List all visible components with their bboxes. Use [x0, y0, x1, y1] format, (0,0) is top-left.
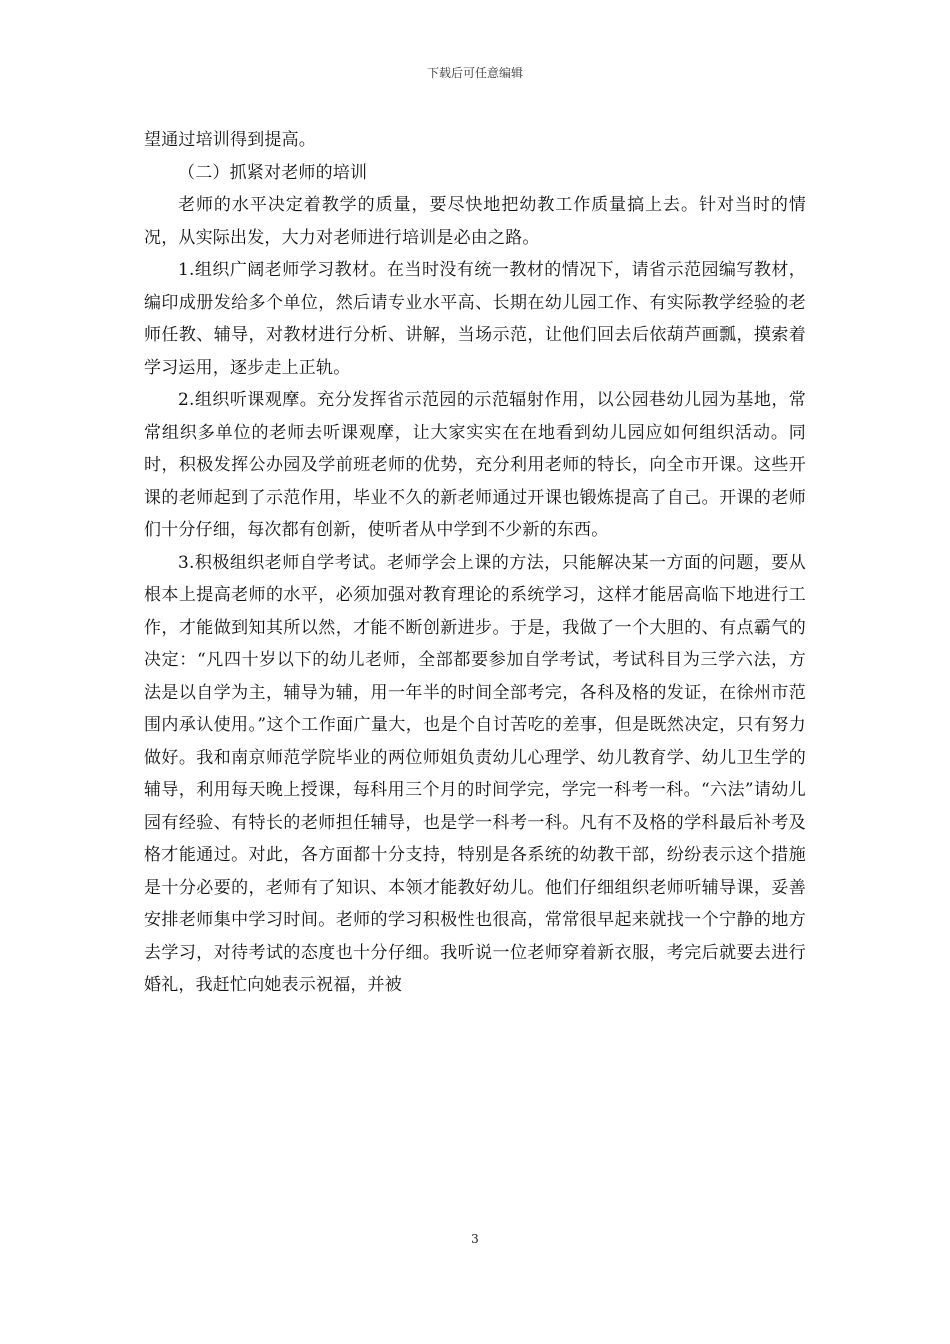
paragraph-3: 老师的水平决定着教学的质量，要尽快地把幼教工作质量搞上去。针对当时的情况，从实际出发，大力对老师进行培训是必由之路。	[144, 195, 806, 248]
page-header: 下载后可任意编辑	[426, 66, 523, 80]
page-number: 3	[471, 1232, 479, 1246]
paragraph-6: 3.积极组织老师自学考试。老师学会上课的方法，只能解决某一方面的问题，要从根本上提高老师的水平，必须加强对教育理论的系统学习，这样才能居高临下地进行工作，才能做到知其所以然，才能不断创新进步。于是，我做了一个大胆的、有点霸气的决定：“凡四十岁以下的幼儿老师，全部都要参加自学考试，考试科目为三学六法，方法是以自学为主，辅导为辅，用一年半的时间全部考完，各科及格的发证，在徐州市范围内承认使用。”这个工作面广量大，也是个自讨苦吃的差事，但是既然决定，只有努力做好。我和南京师范学院毕业的两位师姐负责幼儿心理学、幼儿教育学、幼儿卫生学的辅导，利用每天晚上授课，每科用三个月的时间学完，学完一科考一科。“六法”请幼儿园有经验、有特长的老师担任辅导，也是学一科考一科。凡有不及格的学科最后补考及格才能通过。对此，各方面都十分支持，特别是各系统的幼教干部，纷纷表示这个措施是十分必要的，老师有了知识、本领才能教好幼儿。他们仔细组织老师听辅导课，妥善安排老师集中学习时间。老师的学习积极性也很高，常常很早起来就找一个宁静的地方去学习，对待考试的态度也十分仔细。我听说一位老师穿着新衣服，考完后就要去进行婚礼，我赶忙向她表示祝福，并被	[144, 552, 806, 995]
paragraph-5: 2.组织听课观摩。充分发挥省示范园的示范辐射作用，以公园巷幼儿园为基地，常常组织多单位的老师去听课观摩，让大家实实在在地看到幼儿园应如何组织活动。同时，积极发挥公办园及学前班老师的优势，充分利用老师的特长，向全市开课。这些开课的老师起到了示范作用，毕业不久的新老师通过开课也锻炼提高了自己。开课的老师们十分仔细，每次都有创新，使听者从中学到不少新的东西。	[144, 390, 806, 540]
paragraph-4: 1.组织广阔老师学习教材。在当时没有统一教材的情况下，请省示范园编写教材，编印成册发给多个单位，然后请专业水平高、长期在幼儿园工作、有实际教学经验的老师任教、辅导，对教材进行分析、讲解，当场示范，让他们回去后依葫芦画瓢，摸索着学习运用，逐步走上正轨。	[144, 260, 806, 378]
paragraph-1: 望通过培训得到提高。	[144, 130, 316, 150]
document-body	[144, 124, 806, 1002]
section-heading: （二）抓紧对老师的培训	[178, 162, 368, 183]
